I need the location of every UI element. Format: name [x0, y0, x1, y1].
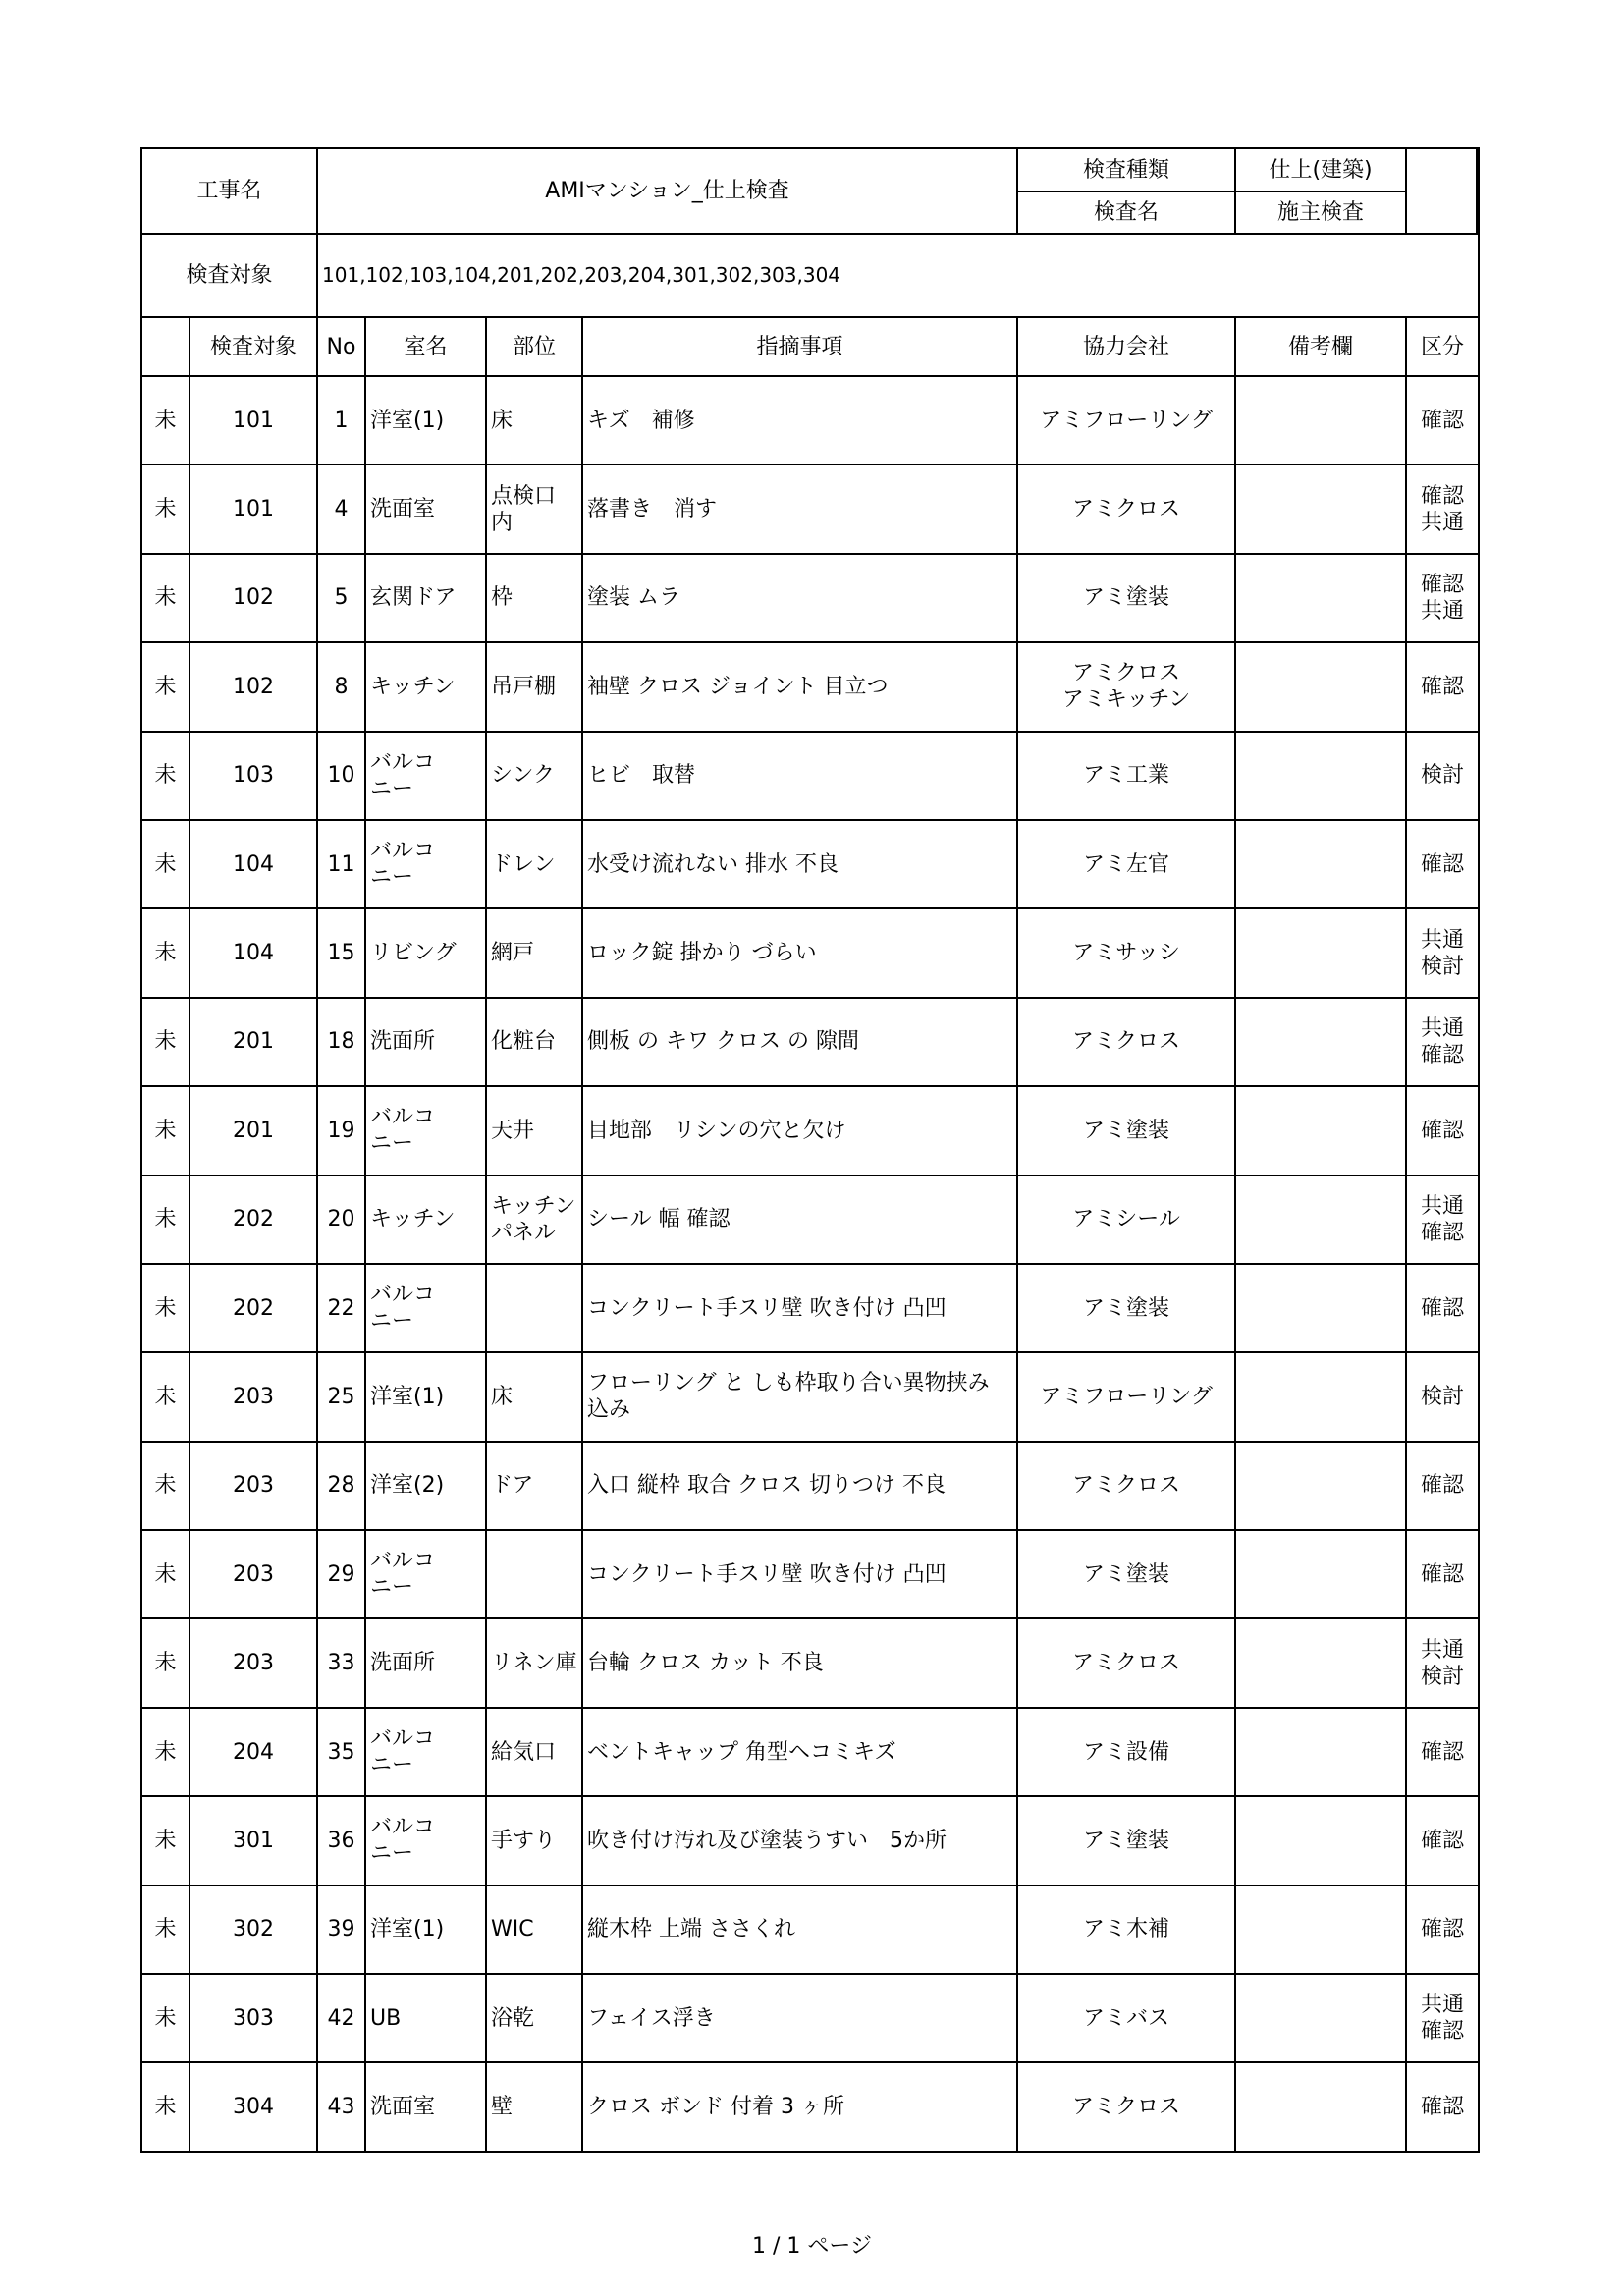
row-company: アミシール [1017, 1175, 1235, 1264]
row-no: 11 [317, 820, 365, 908]
row-target: 203 [189, 1442, 317, 1530]
row-remarks [1235, 732, 1406, 820]
row-issue: フローリング と しも枠取り合い異物挟み 込み [582, 1352, 1017, 1441]
row-remarks [1235, 465, 1406, 553]
column-header-remarks: 備考欄 [1235, 317, 1406, 376]
row-status: 未 [141, 1618, 189, 1707]
table-row [141, 1796, 1479, 1885]
row-remarks [1235, 1618, 1406, 1707]
row-target: 201 [189, 1086, 317, 1175]
blank-header-cells [1406, 148, 1479, 234]
row-target: 102 [189, 642, 317, 731]
row-no: 36 [317, 1796, 365, 1885]
inspection-type-label: 検査種類 [1017, 148, 1235, 191]
inspection-name-label: 検査名 [1017, 191, 1235, 234]
row-issue: ロック錠 掛かり づらい [582, 908, 1017, 997]
row-target: 304 [189, 2062, 317, 2151]
row-part: 床 [486, 376, 582, 465]
row-target: 104 [189, 820, 317, 908]
row-category: 確認 [1406, 376, 1479, 465]
row-target: 303 [189, 1974, 317, 2062]
row-room: バルコ ニー [365, 1530, 486, 1618]
row-target: 104 [189, 908, 317, 997]
row-status: 未 [141, 998, 189, 1086]
column-header-room: 室名 [365, 317, 486, 376]
row-status: 未 [141, 1530, 189, 1618]
project-label: 工事名 [141, 148, 317, 234]
row-room: 洋室(2) [365, 1442, 486, 1530]
row-part: 点検口 内 [486, 465, 582, 553]
column-header-no: No [317, 317, 365, 376]
column-header-category: 区分 [1406, 317, 1479, 376]
row-room: 洋室(1) [365, 1352, 486, 1441]
row-no: 4 [317, 465, 365, 553]
row-issue: 側板 の キワ クロス の 隙間 [582, 998, 1017, 1086]
row-target: 101 [189, 376, 317, 465]
row-status: 未 [141, 1442, 189, 1530]
row-part: 網戸 [486, 908, 582, 997]
row-status: 未 [141, 554, 189, 642]
row-part: 給気口 [486, 1708, 582, 1796]
row-status: 未 [141, 1352, 189, 1441]
row-room: バルコ ニー [365, 732, 486, 820]
table-row [141, 642, 1479, 731]
table-row [141, 376, 1479, 465]
row-issue: 台輪 クロス カット 不良 [582, 1618, 1017, 1707]
row-category: 確認 共通 [1406, 554, 1479, 642]
row-room: UB [365, 1974, 486, 2062]
row-room: キッチン [365, 1175, 486, 1264]
table-row [141, 1886, 1479, 1974]
row-category: 共通 検討 [1406, 908, 1479, 997]
table-row [141, 465, 1479, 553]
row-no: 18 [317, 998, 365, 1086]
row-target: 201 [189, 998, 317, 1086]
row-room: 洗面所 [365, 1618, 486, 1707]
row-company: アミクロス [1017, 2062, 1235, 2151]
table-row [141, 1974, 1479, 2062]
row-no: 10 [317, 732, 365, 820]
row-part: 化粧台 [486, 998, 582, 1086]
row-company: アミバス [1017, 1974, 1235, 2062]
row-company: アミクロス [1017, 1442, 1235, 1530]
row-remarks [1235, 554, 1406, 642]
row-issue: キズ 補修 [582, 376, 1017, 465]
row-category: 共通 確認 [1406, 998, 1479, 1086]
row-status: 未 [141, 1974, 189, 2062]
row-remarks [1235, 1796, 1406, 1885]
row-target: 202 [189, 1264, 317, 1352]
row-part: ドア [486, 1442, 582, 1530]
row-room: 洗面室 [365, 2062, 486, 2151]
row-issue: 吹き付け汚れ及び塗装うすい 5か所 [582, 1796, 1017, 1885]
row-part [486, 1530, 582, 1618]
row-room: 洋室(1) [365, 1886, 486, 1974]
row-company: アミクロス [1017, 1618, 1235, 1707]
row-part: 浴乾 [486, 1974, 582, 2062]
row-company: アミフローリング [1017, 1352, 1235, 1441]
row-remarks [1235, 1530, 1406, 1618]
row-no: 43 [317, 2062, 365, 2151]
row-company: アミ工業 [1017, 732, 1235, 820]
status-column-header [141, 317, 189, 376]
row-no: 25 [317, 1352, 365, 1441]
column-header-issue: 指摘事項 [582, 317, 1017, 376]
row-category: 共通 確認 [1406, 1175, 1479, 1264]
row-category: 共通 検討 [1406, 1618, 1479, 1707]
row-issue: 目地部 リシンの穴と欠け [582, 1086, 1017, 1175]
row-room: バルコ ニー [365, 1796, 486, 1885]
row-part: リネン庫 [486, 1618, 582, 1707]
row-company: アミクロス [1017, 465, 1235, 553]
row-no: 35 [317, 1708, 365, 1796]
row-room: バルコ ニー [365, 1086, 486, 1175]
row-category: 確認 [1406, 1442, 1479, 1530]
row-room: 洗面所 [365, 998, 486, 1086]
row-company: アミ塗装 [1017, 1086, 1235, 1175]
row-room: 洋室(1) [365, 376, 486, 465]
row-company: アミ塗装 [1017, 1796, 1235, 1885]
row-company: アミ塗装 [1017, 1264, 1235, 1352]
row-remarks [1235, 376, 1406, 465]
table-row [141, 1352, 1479, 1441]
row-remarks [1235, 1708, 1406, 1796]
page-footer: 1 / 1 ページ [752, 2234, 872, 2259]
row-company: アミ塗装 [1017, 554, 1235, 642]
row-status: 未 [141, 732, 189, 820]
table-row [141, 1175, 1479, 1264]
row-category: 確認 [1406, 2062, 1479, 2151]
row-no: 8 [317, 642, 365, 731]
column-header-part: 部位 [486, 317, 582, 376]
row-room: バルコ ニー [365, 820, 486, 908]
target-label: 検査対象 [141, 234, 317, 317]
table-row [141, 820, 1479, 908]
row-issue: フェイス浮き [582, 1974, 1017, 2062]
row-no: 19 [317, 1086, 365, 1175]
row-remarks [1235, 1442, 1406, 1530]
row-remarks [1235, 2062, 1406, 2151]
row-issue: ベントキャップ 角型ヘコミキズ [582, 1708, 1017, 1796]
row-part [486, 1264, 582, 1352]
row-remarks [1235, 1352, 1406, 1441]
row-company: アミフローリング [1017, 376, 1235, 465]
table-row [141, 1086, 1479, 1175]
row-status: 未 [141, 1796, 189, 1885]
row-no: 28 [317, 1442, 365, 1530]
row-remarks [1235, 1264, 1406, 1352]
row-issue: シール 幅 確認 [582, 1175, 1017, 1264]
row-category: 確認 [1406, 1530, 1479, 1618]
row-room: 洗面室 [365, 465, 486, 553]
row-company: アミ左官 [1017, 820, 1235, 908]
row-issue: ヒビ 取替 [582, 732, 1017, 820]
row-remarks [1235, 1886, 1406, 1974]
row-no: 42 [317, 1974, 365, 2062]
row-category: 確認 [1406, 1708, 1479, 1796]
row-room: リビング [365, 908, 486, 997]
row-category: 確認 [1406, 1264, 1479, 1352]
row-part: 枠 [486, 554, 582, 642]
row-status: 未 [141, 1264, 189, 1352]
row-company: アミ木補 [1017, 1886, 1235, 1974]
row-category: 確認 [1406, 642, 1479, 731]
row-target: 103 [189, 732, 317, 820]
row-status: 未 [141, 908, 189, 997]
target-value: 101,102,103,104,201,202,203,204,301,302,303,304 [317, 234, 1479, 317]
row-target: 203 [189, 1618, 317, 1707]
row-issue: 落書き 消す [582, 465, 1017, 553]
row-part: 手すり [486, 1796, 582, 1885]
row-remarks [1235, 820, 1406, 908]
row-part: WIC [486, 1886, 582, 1974]
row-issue: コンクリート手スリ壁 吹き付け 凸凹 [582, 1264, 1017, 1352]
row-target: 101 [189, 465, 317, 553]
row-part: 吊戸棚 [486, 642, 582, 731]
row-status: 未 [141, 820, 189, 908]
table-row [141, 1708, 1479, 1796]
row-status: 未 [141, 1708, 189, 1796]
row-remarks [1235, 998, 1406, 1086]
row-issue: 縦木枠 上端 ささくれ [582, 1886, 1017, 1974]
row-category: 検討 [1406, 1352, 1479, 1441]
row-company: アミクロス [1017, 998, 1235, 1086]
row-remarks [1235, 908, 1406, 997]
row-target: 203 [189, 1352, 317, 1441]
row-status: 未 [141, 1175, 189, 1264]
row-category: 確認 [1406, 1086, 1479, 1175]
row-category: 確認 [1406, 1796, 1479, 1885]
column-header-company: 協力会社 [1017, 317, 1235, 376]
row-issue: 入口 縦枠 取合 クロス 切りつけ 不良 [582, 1442, 1017, 1530]
row-remarks [1235, 642, 1406, 731]
table-row [141, 1442, 1479, 1530]
inspection-name-value: 施主検査 [1235, 191, 1406, 234]
table-row [141, 1530, 1479, 1618]
row-status: 未 [141, 642, 189, 731]
row-no: 5 [317, 554, 365, 642]
column-header-target: 検査対象 [189, 317, 317, 376]
project-value: AMIマンション_仕上検査 [317, 148, 1017, 234]
row-company: アミサッシ [1017, 908, 1235, 997]
row-category: 検討 [1406, 732, 1479, 820]
inspection-table [140, 147, 1480, 2153]
row-remarks [1235, 1974, 1406, 2062]
row-room: キッチン [365, 642, 486, 731]
row-issue: 水受け流れない 排水 不良 [582, 820, 1017, 908]
row-room: バルコ ニー [365, 1264, 486, 1352]
table-row [141, 1618, 1479, 1707]
table-row [141, 732, 1479, 820]
row-issue: 塗装 ムラ [582, 554, 1017, 642]
row-category: 確認 共通 [1406, 465, 1479, 553]
row-status: 未 [141, 376, 189, 465]
row-target: 202 [189, 1175, 317, 1264]
row-no: 15 [317, 908, 365, 997]
table-row [141, 2062, 1479, 2151]
table-row [141, 1264, 1479, 1352]
row-target: 302 [189, 1886, 317, 1974]
row-no: 29 [317, 1530, 365, 1618]
row-no: 33 [317, 1618, 365, 1707]
row-target: 301 [189, 1796, 317, 1885]
row-issue: クロス ボンド 付着 3 ヶ所 [582, 2062, 1017, 2151]
inspection-type-value: 仕上(建築) [1235, 148, 1406, 191]
row-remarks [1235, 1175, 1406, 1264]
row-category: 確認 [1406, 1886, 1479, 1974]
row-part: 天井 [486, 1086, 582, 1175]
table-row [141, 908, 1479, 997]
row-status: 未 [141, 465, 189, 553]
row-target: 204 [189, 1708, 317, 1796]
row-remarks [1235, 1086, 1406, 1175]
row-part: 壁 [486, 2062, 582, 2151]
row-part: ドレン [486, 820, 582, 908]
row-target: 102 [189, 554, 317, 642]
table-row [141, 998, 1479, 1086]
table-row [141, 554, 1479, 642]
row-company: アミ塗装 [1017, 1530, 1235, 1618]
row-no: 20 [317, 1175, 365, 1264]
row-room: 玄関ドア [365, 554, 486, 642]
row-status: 未 [141, 1886, 189, 1974]
row-target: 203 [189, 1530, 317, 1618]
row-no: 22 [317, 1264, 365, 1352]
row-status: 未 [141, 1086, 189, 1175]
row-part: 床 [486, 1352, 582, 1441]
row-category: 確認 [1406, 820, 1479, 908]
row-issue: コンクリート手スリ壁 吹き付け 凸凹 [582, 1530, 1017, 1618]
row-company: アミ設備 [1017, 1708, 1235, 1796]
row-issue: 袖壁 クロス ジョイント 目立つ [582, 642, 1017, 731]
row-room: バルコ ニー [365, 1708, 486, 1796]
row-category: 共通 確認 [1406, 1974, 1479, 2062]
row-no: 39 [317, 1886, 365, 1974]
row-status: 未 [141, 2062, 189, 2151]
row-company: アミクロス アミキッチン [1017, 642, 1235, 731]
row-no: 1 [317, 376, 365, 465]
row-part: キッチン パネル [486, 1175, 582, 1264]
row-part: シンク [486, 732, 582, 820]
